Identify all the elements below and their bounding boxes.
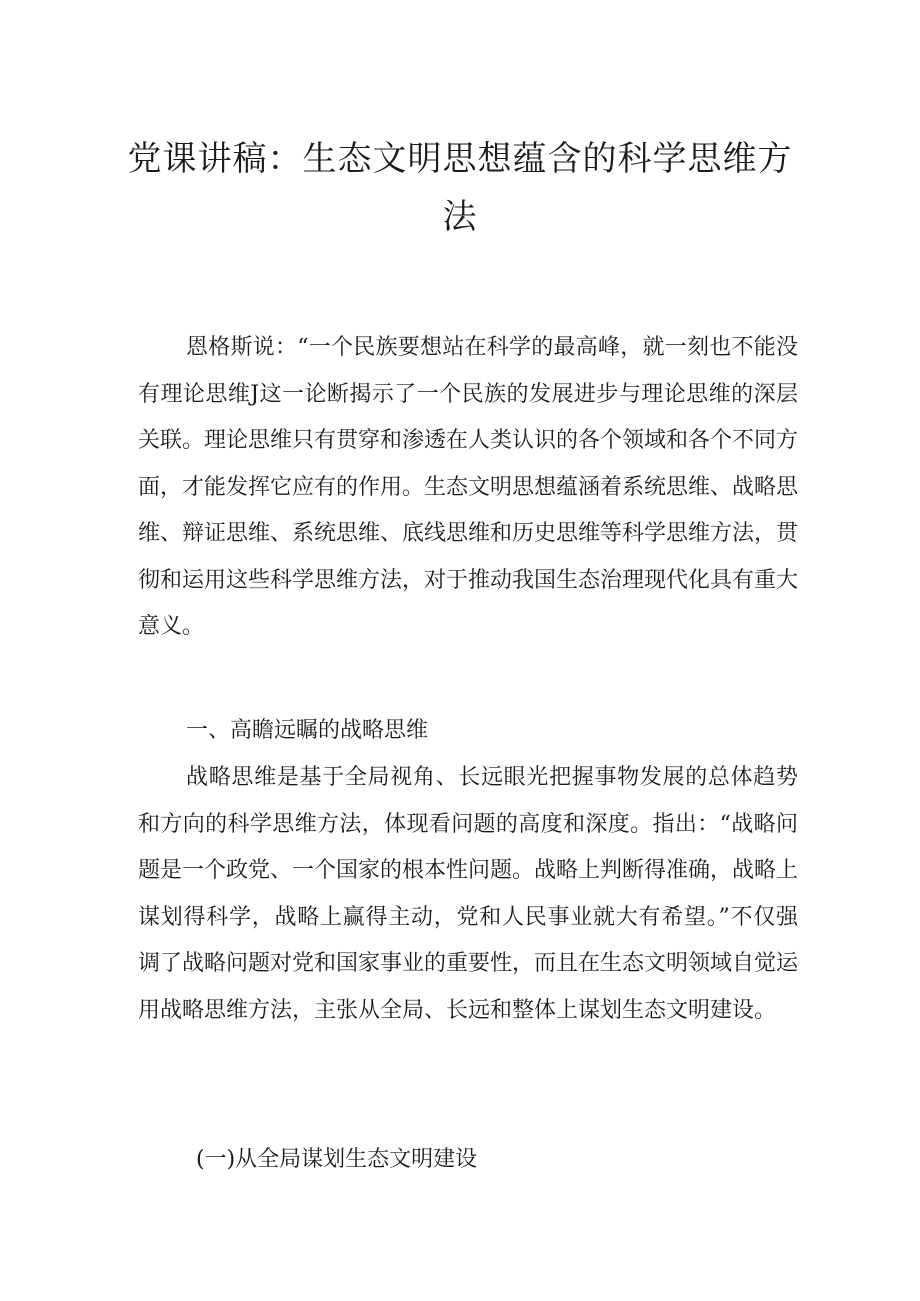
section-paragraph: 战略思维是基于全局视角、长远眼光把握事物发展的总体趋势和方向的科学思维方法，体现看问题的高度和深度。指出：“战略问题是一个政党、一个国家的根本性问题。战略上判断得准确，战略上谋划得科学，战略上赢得主动，党和人民事业就大有希望。”不仅强调了战略问题对党和国家事业的重要性，而且在生态文明领域自觉运用战略思维方法，主张从全局、长远和整体上谋划生态文明建设。 bbox=[138, 765, 799, 1023]
intro-paragraph: 恩格斯说：“一个民族要想站在科学的最高峰，就一刻也不能没有理论思维J这一论断揭示了一个民族的发展进步与理论思维的深层关联。理论思维只有贯穿和渗透在人类认识的各个领域和各个不同方面，才能发挥它应有的作用。生态文明思想蕴涵着系统思维、战略思维、辩证思维、系统思维、底线思维和历史思维等科学思维方法，贯彻和运用这些科学思维方法，对于推动我国生态治理现代化具有重大意义。 bbox=[138, 335, 799, 639]
document-title: 党课讲稿：生态文明思想蕴含的科学思维方法 bbox=[127, 139, 793, 237]
subsection-heading: (一)从全局谋划生态文明建设 bbox=[196, 1147, 478, 1172]
section-heading: 一、高瞻远瞩的战略思维 bbox=[186, 718, 429, 743]
